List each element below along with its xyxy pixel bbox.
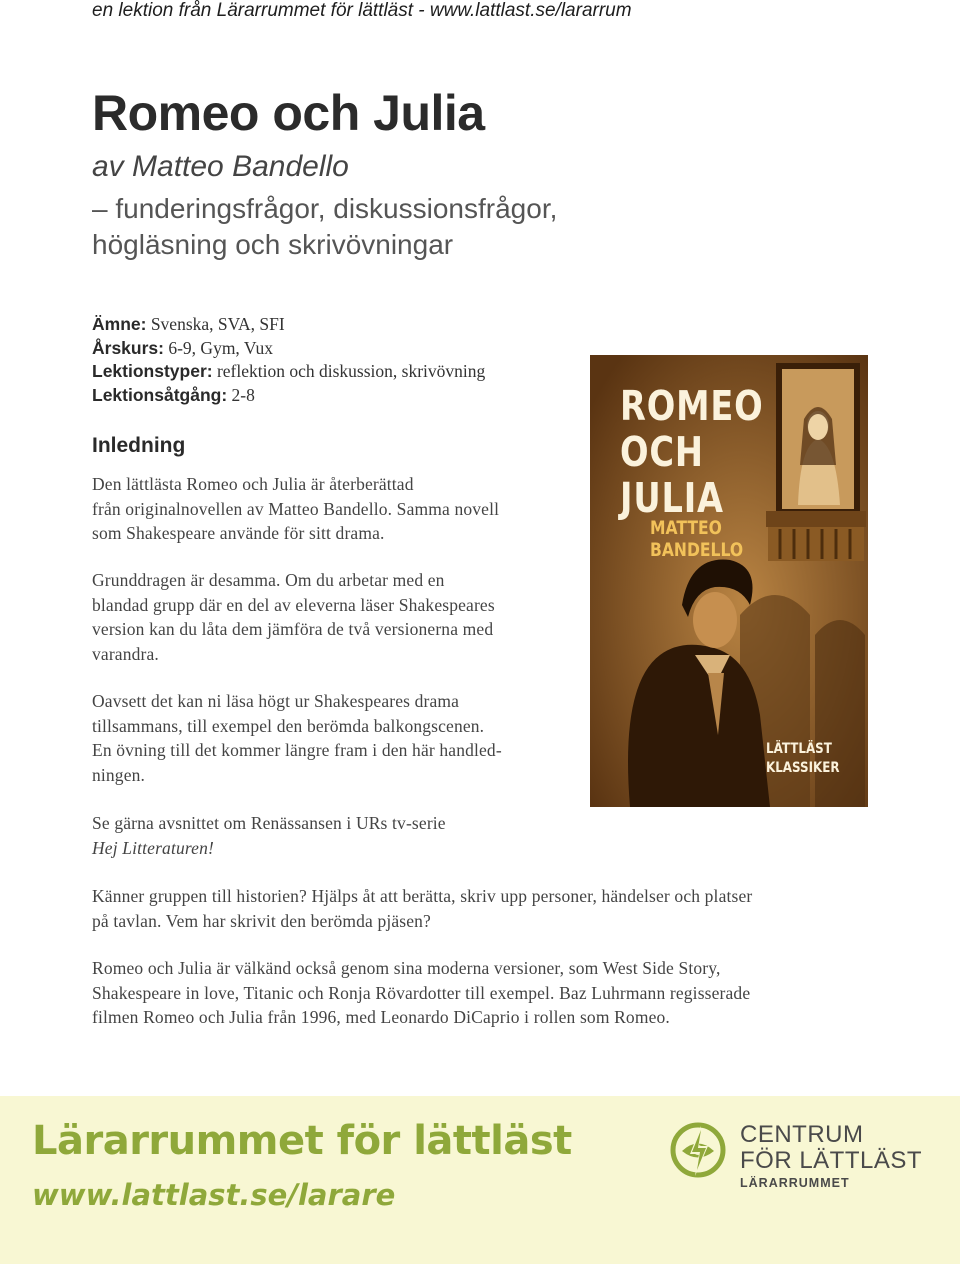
centrum-logo-icon <box>668 1120 728 1180</box>
meta-grade: Årskurs: 6-9, Gym, Vux <box>92 337 273 358</box>
paragraph-6: Romeo och Julia är välkänd också genom sina moderna versioner, som West Side Story, Shakespeare in love, Titanic och Ronja Rövardotter till exempel. Baz Luhrmann regisserade filmen Romeo och Julia från 1996, med Leonardo DiCaprio i rollen som Romeo. <box>92 958 751 1027</box>
centrum-logo-text: CENTRUM FÖR LÄTTLÄST LÄRARRUMMET <box>740 1121 923 1190</box>
paragraph-1: Den lättlästa Romeo och Julia är återberättad från originalnovellen av Matteo Bandello. Samma novell som Shakespeare använde för sitt drama. <box>92 474 500 543</box>
author-line: av Matteo Bandello <box>92 150 349 183</box>
meta-lesson-types: Lektionstyper: reflektion och diskussion, skrivövning <box>92 361 486 381</box>
page-title: Romeo och Julia <box>92 85 485 141</box>
cover-title: ROMEO OCH JULIA <box>620 382 764 522</box>
meta-duration: Lektionsåtgång: 2-8 <box>92 384 255 405</box>
cover-author: MATTEO BANDELLO <box>650 517 744 561</box>
footer-band <box>0 1096 960 1264</box>
paragraph-2: Grunddragen är desamma. Om du arbetar med en blandad grupp där en del av eleverna läser Shakespeares version kan du låta dem jämföra de två versionerna med varandra. <box>92 570 495 664</box>
tv-series-title: Hej Litteraturen! <box>92 837 214 858</box>
paragraph-5: Känner gruppen till historien? Hjälps åt att berätta, skriv upp personer, händelser och platser på tavlan. Vem har skrivit den berömda pjäsen? <box>92 886 753 931</box>
book-cover-image <box>590 355 868 807</box>
section-heading-inledning: Inledning <box>92 434 186 457</box>
paragraph-4: Se gärna avsnittet om Renässansen i URs tv-serie Hej Litteraturen! <box>92 811 446 860</box>
subtitle-line-1: – funderingsfrågor, diskussionsfrågor, <box>92 193 558 224</box>
footer-url-link[interactable]: www.lattlast.se/larare <box>32 1178 396 1212</box>
paragraph-3: Oavsett det kan ni läsa högt ur Shakespeares drama tillsammans, till exempel den berömda balkongscenen. En övning till det kommer längre fram i den här handled- ningen. <box>92 691 502 785</box>
cover-series-label: LÄTTLÄST KLASSIKER <box>766 741 840 776</box>
lesson-meta <box>92 313 485 407</box>
source-line: en lektion från Lärarrummet för lättläst - www.lattlast.se/lararrum <box>92 0 632 21</box>
meta-subject: Ämne: Svenska, SVA, SFI <box>92 314 285 334</box>
footer-title: Lärarrummet för lättläst <box>32 1118 572 1164</box>
subtitle-line-2: högläsning och skrivövningar <box>92 229 454 260</box>
